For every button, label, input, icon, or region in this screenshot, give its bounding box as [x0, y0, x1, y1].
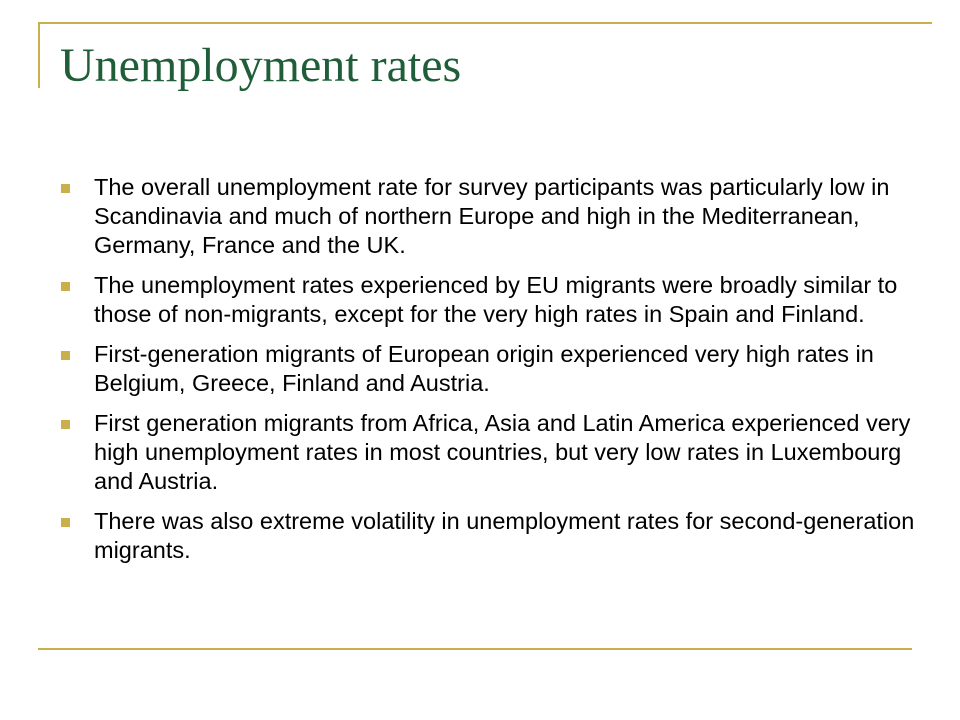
- bullet-text: The unemployment rates experienced by EU migrants were broadly similar to those of non-migrants, except for the very high rates in Spain and Finland.: [94, 272, 898, 327]
- bullet-item: [60, 271, 920, 329]
- bullet-item: [60, 409, 920, 496]
- square-bullet-icon: [61, 351, 70, 360]
- bullet-text: First generation migrants from Africa, Asia and Latin America experienced very high unemployment rates in most countries, but very low rates in Luxembourg and Austria.: [94, 410, 911, 494]
- bullet-text: There was also extreme volatility in unemployment rates for second-generation migrants.: [94, 508, 915, 563]
- square-bullet-icon: [61, 420, 70, 429]
- left-rule: [38, 22, 40, 88]
- square-bullet-icon: [61, 184, 70, 193]
- bottom-rule: [38, 648, 912, 650]
- bullet-text: The overall unemployment rate for survey participants was particularly low in Scandinavia and much of northern Europe and high in the Mediterranean, Germany, France and the UK.: [94, 174, 890, 258]
- bullet-item: [60, 340, 920, 398]
- bullet-list: [60, 173, 920, 576]
- bullet-text: First-generation migrants of European origin experienced very high rates in Belgium, Greece, Finland and Austria.: [94, 341, 874, 396]
- bullet-item: [60, 507, 920, 565]
- square-bullet-icon: [61, 282, 70, 291]
- square-bullet-icon: [61, 518, 70, 527]
- slide-title: Unemployment rates: [60, 39, 462, 92]
- bullet-item: [60, 173, 920, 260]
- top-rule: [38, 22, 932, 24]
